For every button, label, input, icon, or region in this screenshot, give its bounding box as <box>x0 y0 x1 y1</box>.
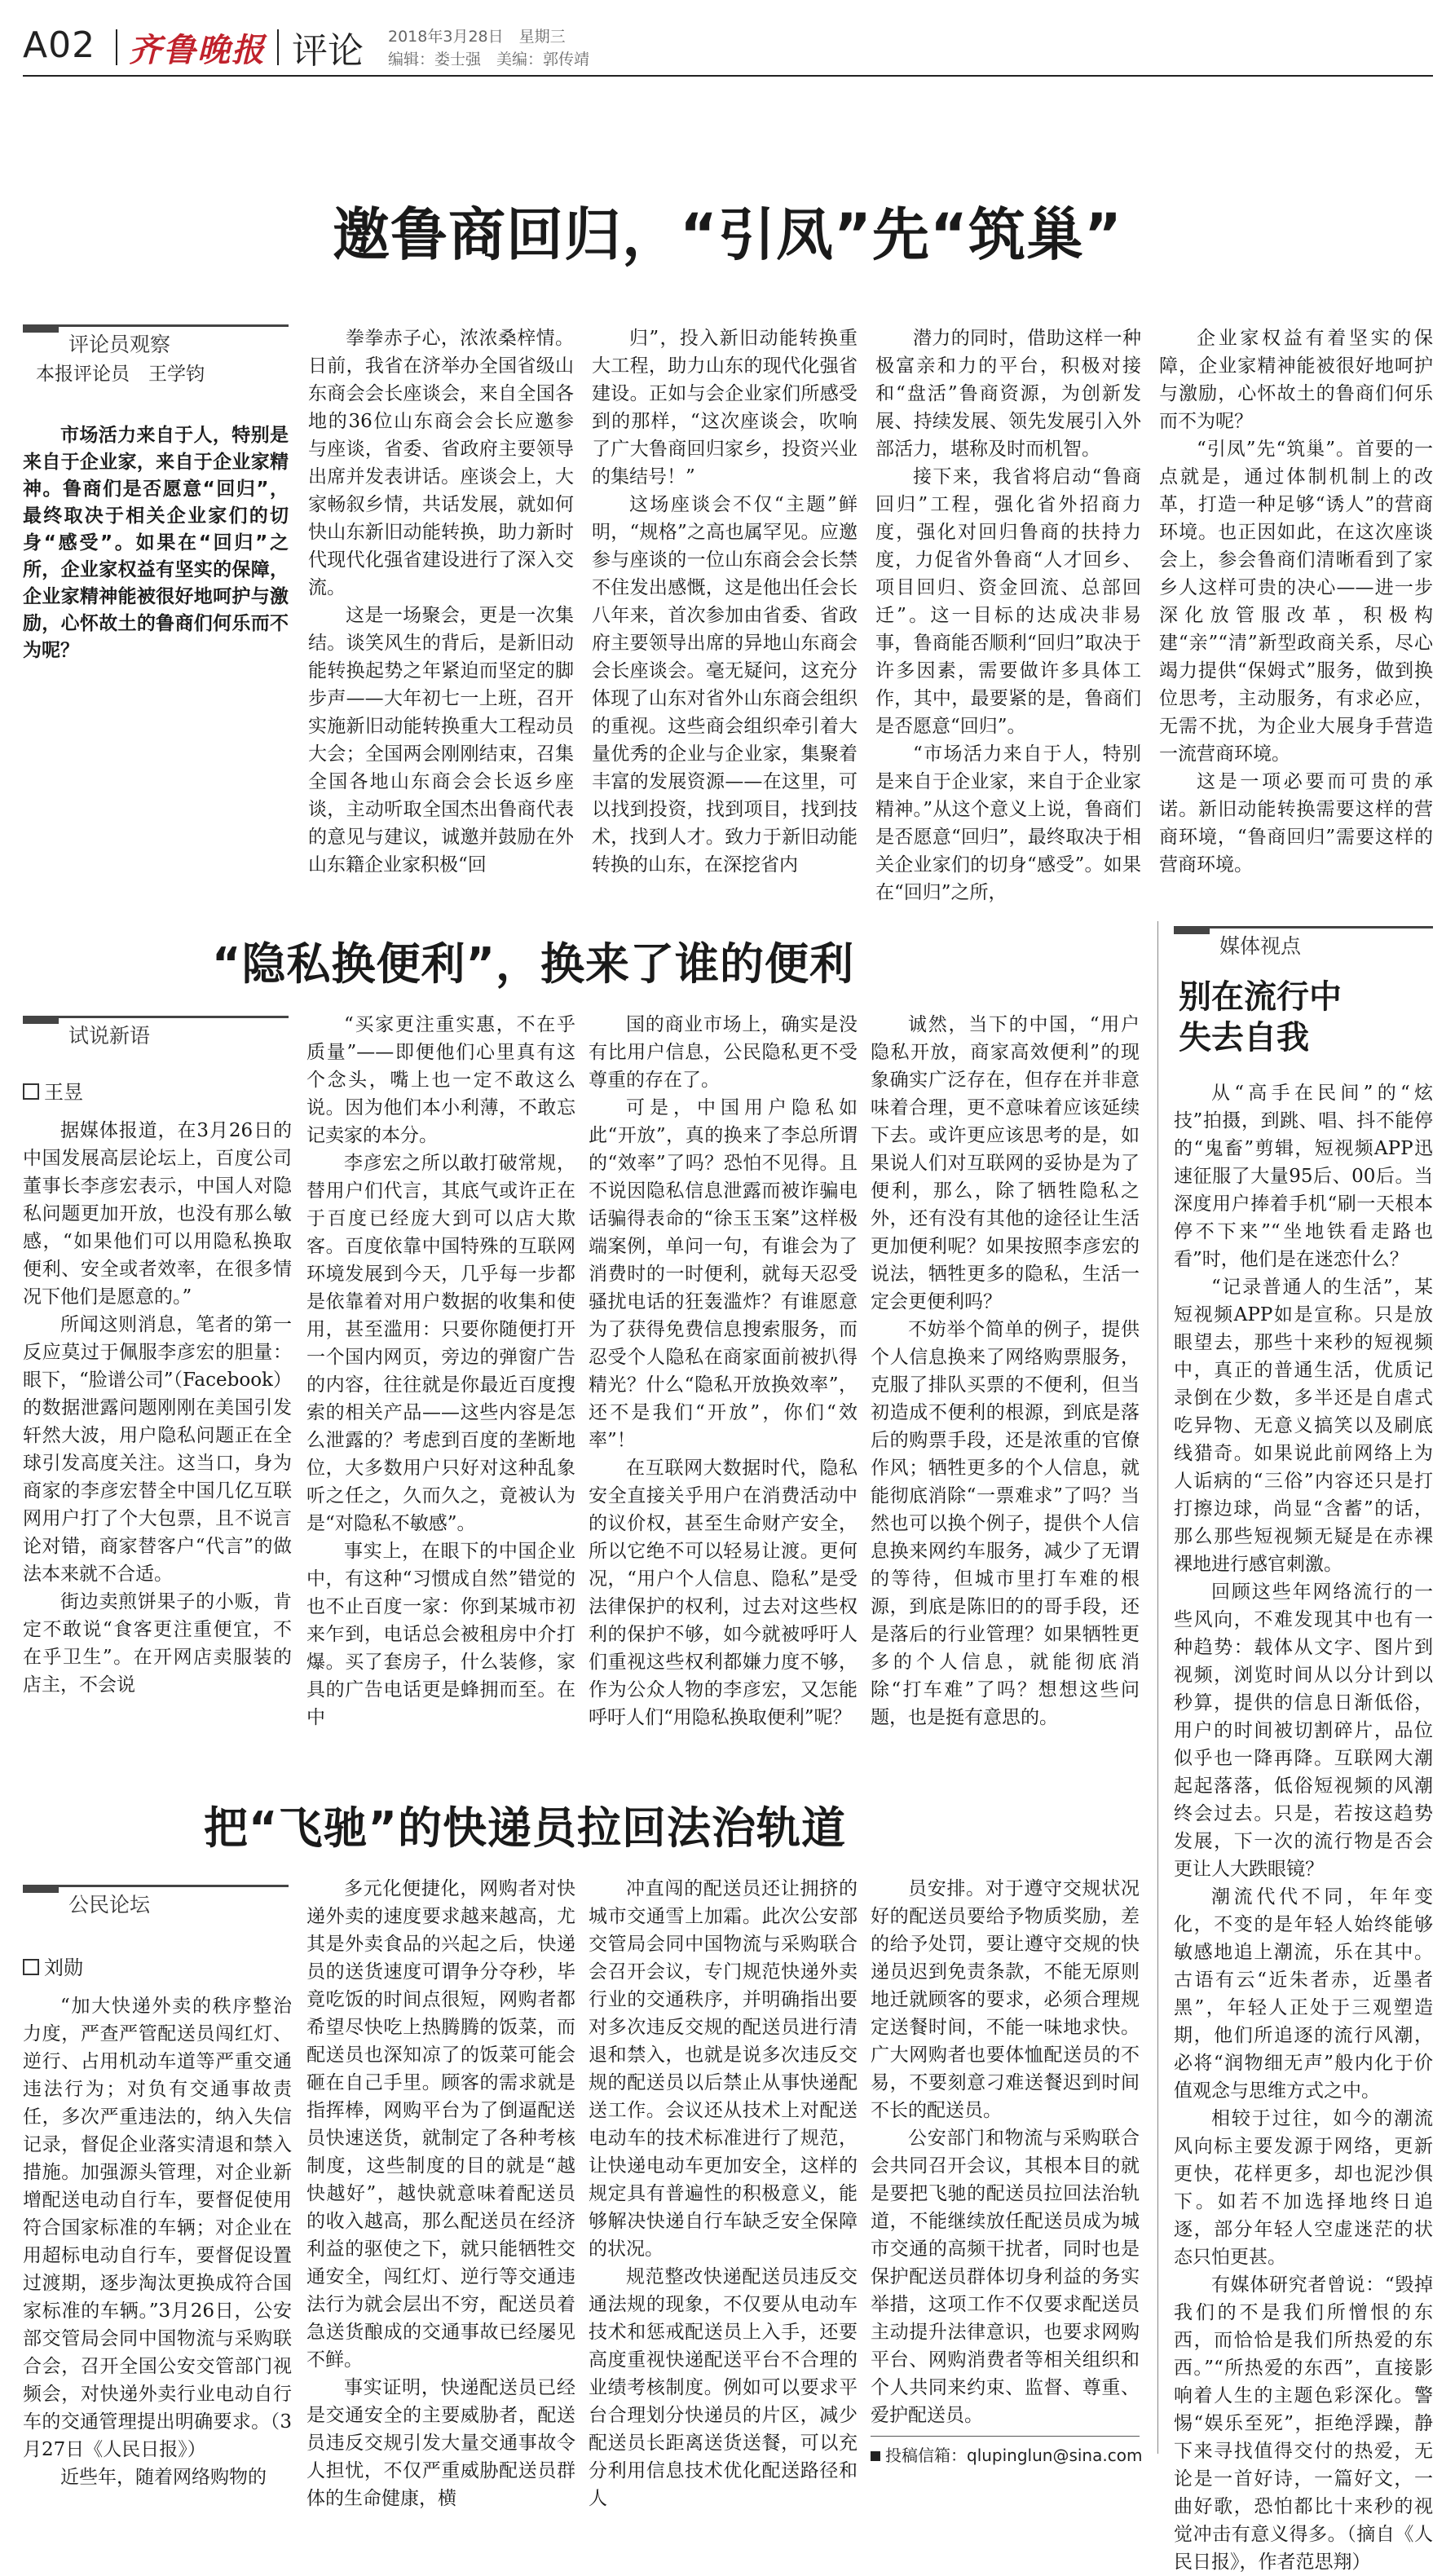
tag-bar <box>23 1016 59 1024</box>
paragraph: 这是一项必要而可贵的承诺。新旧动能转换需要这样的营商环境，“鲁商回归”需要这样的营商环境。 <box>1159 771 1433 876</box>
tag-label: 评论员观察 <box>68 333 171 356</box>
paragraph: 潜力的同时，借助这样一种极富亲和力的平台，积极对接和“盘活”鲁商资源，为创新发展、持续发展、领先发展引入外部活力，堪称及时而机智。 <box>875 328 1141 460</box>
paragraph: 可是，中国用户隐私如此“开放”，真的换来了李总所谓的“效率”了吗？恐怕不见得。且不说因隐私信息泄露而被诈骗电话骗得表命的“徐玉玉案”这样极端案例，单问一句，有谁会为了消费时的一时便利，就每天忍受骚扰电话的狂轰滥炸？有谁愿意为了获得免费信息搜索服务，而忍受个人隐私在商家面前被扒得精光？什么“隐私开放换效率”，还不是我们“开放”，你们“效率”！ <box>589 1097 858 1451</box>
article2-col4 <box>871 1011 1140 1762</box>
article2-col3 <box>589 1011 858 1762</box>
paragraph: 近些年，随着网络购物的 <box>60 2467 267 2488</box>
masthead-divider-1 <box>116 29 117 65</box>
article1-byline: 本报评论员 王学钧 <box>36 364 205 385</box>
paragraph: 这场座谈会不仅“主题”鲜明，“规格”之高也属罕见。应邀参与座谈的一位山东商会会长禁不住发出感慨，这是他出任会长八年来，首次参加由省委、省政府主要领导出席的异地山东商会会长座谈会。毫无疑问，这充分体现了山东对省外山东商会组织的重视。这些商会组织牵引着大量优秀的企业与企业家，集聚着丰富的发展资源——在这里，可以找到投资，找到项目，找到技术，找到人才。致力于新旧动能转换的山东，在深挖省内 <box>592 494 858 876</box>
article2-headline: “隐私换便利”，换来了谁的便利 <box>212 938 854 990</box>
paragraph: 从“高手在民间”的“炫技”拍摄，到跳、唱、抖不能停的“鬼畜”剪辑，短视频APP迅速征服了大量95后、00后。当深度用户捧着手机“刷一天根本停不下来”“坐地铁看走路也看”时，他们是在迷恋什么？ <box>1174 1083 1433 1270</box>
paragraph: 事实证明，快递配送员已经是交通安全的主要威胁者，配送员违反交规引发大量交通事故令人担忧，不仅严重威胁配送员群体的生命健康，横 <box>306 2377 575 2509</box>
paragraph: 这是一场聚会，更是一次集结。谈笑风生的背后，是新旧动能转换起势之年紧迫而坚定的脚步声——大年初七一上班，召开实施新旧动能转换重大工程动员大会；全国两会刚刚结束，召集全国各地山东商会会长返乡座谈，主动听取全国杰出鲁商代表的意见与建议，诚邀并鼓励在外山东籍企业家积极“回 <box>308 605 574 876</box>
tag-label: 公民论坛 <box>68 1893 151 1917</box>
paragraph: 公安部门和物流与采购联合会共同召开会议，其根本目的就是要把飞驰的配送员拉回法治轨道，不能继续放任配送员成为城市交通的高频干扰者，同时也是保护配送员群体切身利益的务实举措，这项工作不仅要求配送员主动提升法律意识，也要求网购平台、网购消费者等相关组织和个人共同来约束、监督、尊重、爱护配送员。 <box>871 2128 1140 2426</box>
paragraph: 国的商业市场上，确实是没有比用户信息，公民隐私更不受尊重的存在了。 <box>589 1014 858 1091</box>
article1-col2 <box>592 324 858 876</box>
tag-bar <box>1174 926 1210 934</box>
paragraph: 据媒体报道，在3月26日的中国发展高层论坛上，百度公司董事长李彦宏表示，中国人对隐私问题更加开放，也没有那么敏感，“如果他们可以用隐私换取便利、安全或者效率，在很多情况下他们是愿意的。” <box>23 1120 292 1308</box>
paragraph: 归”，投入新旧动能转换重大工程，助力山东的现代化强省建设。正如与会企业家们所感受到的那样，“这次座谈会，吹响了广大鲁商回归家乡，投资兴业的集结号！” <box>592 328 858 487</box>
paragraph: 李彦宏之所以敢打破常规，替用户们代言，其底气或许正在于百度已经庞大到可以店大欺客。百度依靠中国特殊的互联网环境发展到今天，几乎每一步都是依靠着对用户数据的收集和使用，甚至滥用：只要你随便打开一个国内网页，旁边的弹窗广告的内容，往往就是你最近百度搜索的相关产品——这些内容是怎么泄露的？考虑到百度的垄断地位，大多数用户只好对这种乱象听之任之，久而久之，竟被认为是“对隐私不敏感”。 <box>306 1153 575 1534</box>
tag-label: 媒体视点 <box>1219 934 1302 958</box>
paragraph: 员安排。对于遵守交规状况好的配送员要给予物质奖励，差的给予处罚，要让遵守交规的快递员迟到免责条款，不能无原则地迁就顾客的要求，必须合理规定送餐时间，不能一味地求快。广大网购者也要体恤配送员的不易，不要刻意刁难送餐迟到时间不长的配送员。 <box>871 1878 1140 2121</box>
contribution-line <box>871 2442 1142 2466</box>
bullet-icon <box>871 2451 880 2461</box>
paper-logo: 齐鲁晚报 <box>129 31 266 69</box>
page-number: A02 <box>23 24 96 66</box>
article1-lead <box>23 422 289 664</box>
article4-body <box>1174 1079 1433 2573</box>
tag-bar <box>23 1885 59 1893</box>
author-name: 刘勋 <box>44 1956 83 1979</box>
paragraph: 所闻这则消息，笔者的第一反应莫过于佩服李彦宏的胆量：眼下，“脸谱公司”（Facebook）的数据泄露问题刚刚在美国引发轩然大波，用户隐私问题正在全球引发高度关注。这当口，身为商家的李彦宏替全中国几亿互联网用户打了个大包票，且不说言论对错，商家替客户“代言”的做法本来就不合适。 <box>23 1314 292 1585</box>
article2-byline <box>23 1076 83 1105</box>
paragraph: 不妨举个简单的例子，提供个人信息换来了网络购票服务，克服了排队买票的不便利，但当初造成不便利的根源，到底是落后的购票手段，还是浓重的官僚作风；牺牲更多的个人信息，就能彻底消除“一票难求”了吗？当然也可以换个例子，提供个人信息换来网约车服务，减少了无谓的等待，但城市里打车难的根源，到底是陈旧的的哥手段，还是落后的行业管理？如果牺牲更多的个人信息，就能彻底消除“打车难”了吗？想想这些问题，也是挺有意思的。 <box>871 1319 1140 1728</box>
editors-line: 编辑：娄士强 美编：郭传靖 <box>388 51 590 68</box>
paragraph: “加大快递外卖的秩序整治力度，严查严管配送员闯红灯、逆行、占用机动车道等严重交通违法行为；对负有交通事故责任，多次严重违法的，纳入失信记录，督促企业落实清退和禁入措施。加强源头管理，对企业新增配送电动自行车，要督促使用符合国家标准的车辆；对企业在用超标电动自行车，要督促设置过渡期，逐步淘汰更换成符合国家标准的车辆。”3月26日，公安部交管局会同中国物流与采购联合会，召开全国公安交管部门视频会，对快递外卖行业电动自行车的交通管理提出明确要求。（3月27日《人民日报》） <box>23 1996 292 2460</box>
article1-headline: 邀鲁商回归，“引凤”先“筑巢” <box>332 201 1123 268</box>
article3-col4 <box>871 1875 1140 2429</box>
lead-text: 市场活力来自于人，特别是来自于企业家，来自于企业家精神。鲁商们是否愿意“回归”，最终取决于相关企业家们的切身“感受”。如果在“回归”之所，企业家权益有坚实的保障，企业家精神能被很好地呵护与激励，心怀故土的鲁商们何乐而不为呢？ <box>23 425 289 661</box>
paragraph: 事实上，在眼下的中国企业中，有这种“习惯成自然”错觉的也不止百度一家：你到某城市初来乍到，电话总会被租房中介打爆。买了套房子，什么装修，家具的广告电话更是蜂拥而至。在中 <box>306 1541 575 1728</box>
article1-col3 <box>875 324 1141 903</box>
headline-line-2: 失去自我 <box>1179 1019 1309 1056</box>
contribution-rule <box>871 2436 1140 2437</box>
article3-headline: 把“飞驰”的快递员拉回法治轨道 <box>204 1802 846 1854</box>
headline-line-1: 别在流行中 <box>1179 978 1342 1016</box>
paragraph: 在互联网大数据时代，隐私安全直接关乎用户在消费活动中的议价权，甚至生命财产安全，所以它绝不可以轻易让渡。更何况，“用户个人信息、隐私”是受法律保护的权利，过去对这些权利的保护不够，如今就被呼吁人们重视这些权利都嫌力度不够，作为公众人物的李彦宏，又怎能呼吁人们“用隐私换取便利”呢？ <box>589 1458 858 1728</box>
paragraph: 企业家权益有着坚实的保障，企业家精神能被很好地呵护与激励，心怀故土的鲁商们何乐而不为呢？ <box>1159 328 1433 432</box>
masthead-rule <box>23 75 1433 77</box>
article2-column-tag <box>23 1016 289 1056</box>
article1-col4 <box>1159 324 1433 876</box>
paragraph: 规范整改快递配送员违反交通法规的现象，不仅要从电动车技术和惩戒配送员上入手，还要高度重视快递配送平台不合理的业绩考核制度。例如可以要求平台合理划分快递员的片区，减少配送员长距离送货送餐，可以充分利用信息技术优化配送路径和人 <box>589 2266 858 2509</box>
article4-column-tag <box>1174 926 1433 966</box>
paragraph: 冲直闯的配送员还让拥挤的城市交通雪上加霜。此次公安部交管局会同中国物流与采购联合会召开会议，专门规范快递外卖行业的交通秩序，并明确指出要对多次违反交规的配送员进行清退和禁入，也就是说多次违反交规的配送员以后禁止从事快递配送工作。会议还从技术上对配送电动车的技术标准进行了规范，让快递电动车更加安全，这样的规定具有普遍性的积极意义，能够解决快递自行车缺乏安全保障的状况。 <box>589 1878 858 2260</box>
issue-date: 2018年3月28日 星期三 <box>388 28 566 46</box>
section-name: 评论 <box>292 30 364 72</box>
masthead-divider-2 <box>277 29 279 65</box>
contribution-email[interactable]: 投稿信箱：qlupinglun@sina.com <box>885 2446 1143 2465</box>
article3-byline <box>23 1952 83 1980</box>
right-column-divider <box>1157 921 1158 2454</box>
article3-col3 <box>589 1875 858 2509</box>
tag-label: 试说新语 <box>68 1024 151 1048</box>
paragraph: 有媒体研究者曾说：“毁掉我们的不是我们所憎恨的东西，而恰恰是我们所热爱的东西。”“所热爱的东西”，直接影响着人生的主题色彩深化。警惕“娱乐至死”，拒绝浮躁，静下来寻找值得交付的热爱，无论是一首好诗，一篇好文，一曲好歌，恐怕都比十来秒的视觉冲击有意义得多。（摘自《人民日报》，作者范思翔） <box>1174 2274 1433 2573</box>
paragraph: “记录普通人的生活”，某短视频APP如是宣称。只是放眼望去，那些十来秒的短视频中，真正的普通生活，优质记录倒在少数，多半还是自虐式吃异物、无意义搞笑以及刷底线猎奇。如果说此前网络上为人诟病的“三俗”内容还只是打打擦边球，尚显“含蓄”的话，那么那些短视频无疑是在赤裸裸地进行感官刺激。 <box>1174 1277 1433 1575</box>
article4-headline <box>1179 977 1342 1058</box>
paragraph: 相较于过往，如今的潮流风向标主要发源于网络，更新更快，花样更多，却也泥沙俱下。如若不加选择地终日追逐，部分年轻人空虚迷茫的状态只怕更甚。 <box>1174 2108 1433 2268</box>
article3-col2 <box>306 1875 575 2509</box>
paragraph: 拳拳赤子心，浓浓桑梓情。日前，我省在济举办全国省级山东商会会长座谈会，来自全国各地的36位山东商会会长应邀参与座谈，省委、省政府主要领导出席并发表讲话。座谈会上，大家畅叙乡情，共话发展，就如何快山东新旧动能转换，助力新时代现代化强省建设进行了深入交流。 <box>308 328 574 598</box>
tag-bar <box>23 324 59 333</box>
article2-col2 <box>306 1011 575 1762</box>
paragraph: 接下来，我省将启动“鲁商回归”工程，强化省外招商力度，强化对回归鲁商的扶持力度，力促省外鲁商“人才回乡、项目回归、资金回流、总部回迁”。这一目标的达成决非易事，鲁商能否顺利“回归”取决于许多因素，需要做许多具体工作，其中，最要紧的是，鲁商们是否愿意“回归”。 <box>875 466 1141 737</box>
paragraph: 多元化便捷化，网购者对快递外卖的速度要求越来越高，尤其是外卖食品的兴起之后，快递员的送货速度可谓争分夺秒，毕竟吃饭的时间点很短，网购者都希望尽快吃上热腾腾的饭菜，而配送员也深知凉了的饭菜可能会砸在自己手里。顾客的需求就是指挥棒，网购平台为了倒逼配送员快速送货，就制定了各种考核制度，这些制度的目的就是“越快越好”，越快就意味着配送员的收入越高，那么配送员在经济利益的驱使之下，就只能牺牲交通安全，闯红灯、逆行等交通违法行为就会层出不穷，配送员着急送货酿成的交通事故已经屡见不鲜。 <box>306 1878 575 2371</box>
author-name: 王昱 <box>44 1081 83 1104</box>
paragraph: 回顾这些年网络流行的一些风向，不难发现其中也有一种趋势：载体从文字、图片到视频，浏览时间从以分计到以秒算，提供的信息日渐低俗，用户的时间被切割碎片，品位似乎也一降再降。互联网大潮起起落落，低俗短视频的风潮终会过去。只是，若按这趋势发展，下一次的流行物是否会更让人大跌眼镜？ <box>1174 1581 1433 1880</box>
article3-col1 <box>23 1992 292 2488</box>
paragraph: 街边卖煎饼果子的小贩，肯定不敢说“食客更注重便宜，不在乎卫生”。在开网店卖服装的店主，不会说 <box>23 1591 292 1696</box>
paragraph: “引凤”先“筑巢”。首要的一点就是，通过体制机制上的改革，打造一种足够“诱人”的营商环境。也正因如此，在这次座谈会上，参会鲁商们清晰看到了家乡人这样可贵的决心——进一步深化放管服改革，积极构建“亲”“清”新型政商关系，尽心竭力提供“保姆式”服务，做到换位思考，主动服务，有求必应，无需不扰，为企业大展身手营造一流营商环境。 <box>1159 439 1433 765</box>
paragraph: “买家更注重实惠，不在乎质量”——即便他们心里真有这个念头，嘴上也一定不敢这么说。因为他们本小利薄，不敢忘记卖家的本分。 <box>306 1014 575 1146</box>
article2-col1 <box>23 1117 292 1762</box>
paragraph: 诚然，当下的中国，“用户隐私开放，商家高效便利”的现象确实广泛存在，但存在并非意味着合理，更不意味着应该延续下去。或许更应该思考的是，如果说人们对互联网的妥协是为了便利，那么，除了牺牲隐私之外，还有没有其他的途径让生活更加便利呢？如果按照李彦宏的说法，牺牲更多的隐私，生活一定会更便利吗？ <box>871 1014 1140 1312</box>
byline-square-icon <box>23 1959 39 1975</box>
paragraph: “市场活力来自于人，特别是来自于企业家，来自于企业家精神。”从这个意义上说，鲁商们是否愿意“回归”，最终取决于相关企业家们的切身“感受”。如果在“回归”之所， <box>875 743 1141 903</box>
article1-col1 <box>308 324 574 876</box>
article3-column-tag <box>23 1885 289 1925</box>
byline-square-icon <box>23 1083 39 1100</box>
paragraph: 潮流代代不同，年年变化，不变的是年轻人始终能够敏感地追上潮流，乐在其中。古语有云“近朱者赤，近墨者黑”，年轻人正处于三观塑造期，他们所追逐的流行风潮，必将“润物细无声”般内化于价值观念与思维方式之中。 <box>1174 1886 1433 2102</box>
